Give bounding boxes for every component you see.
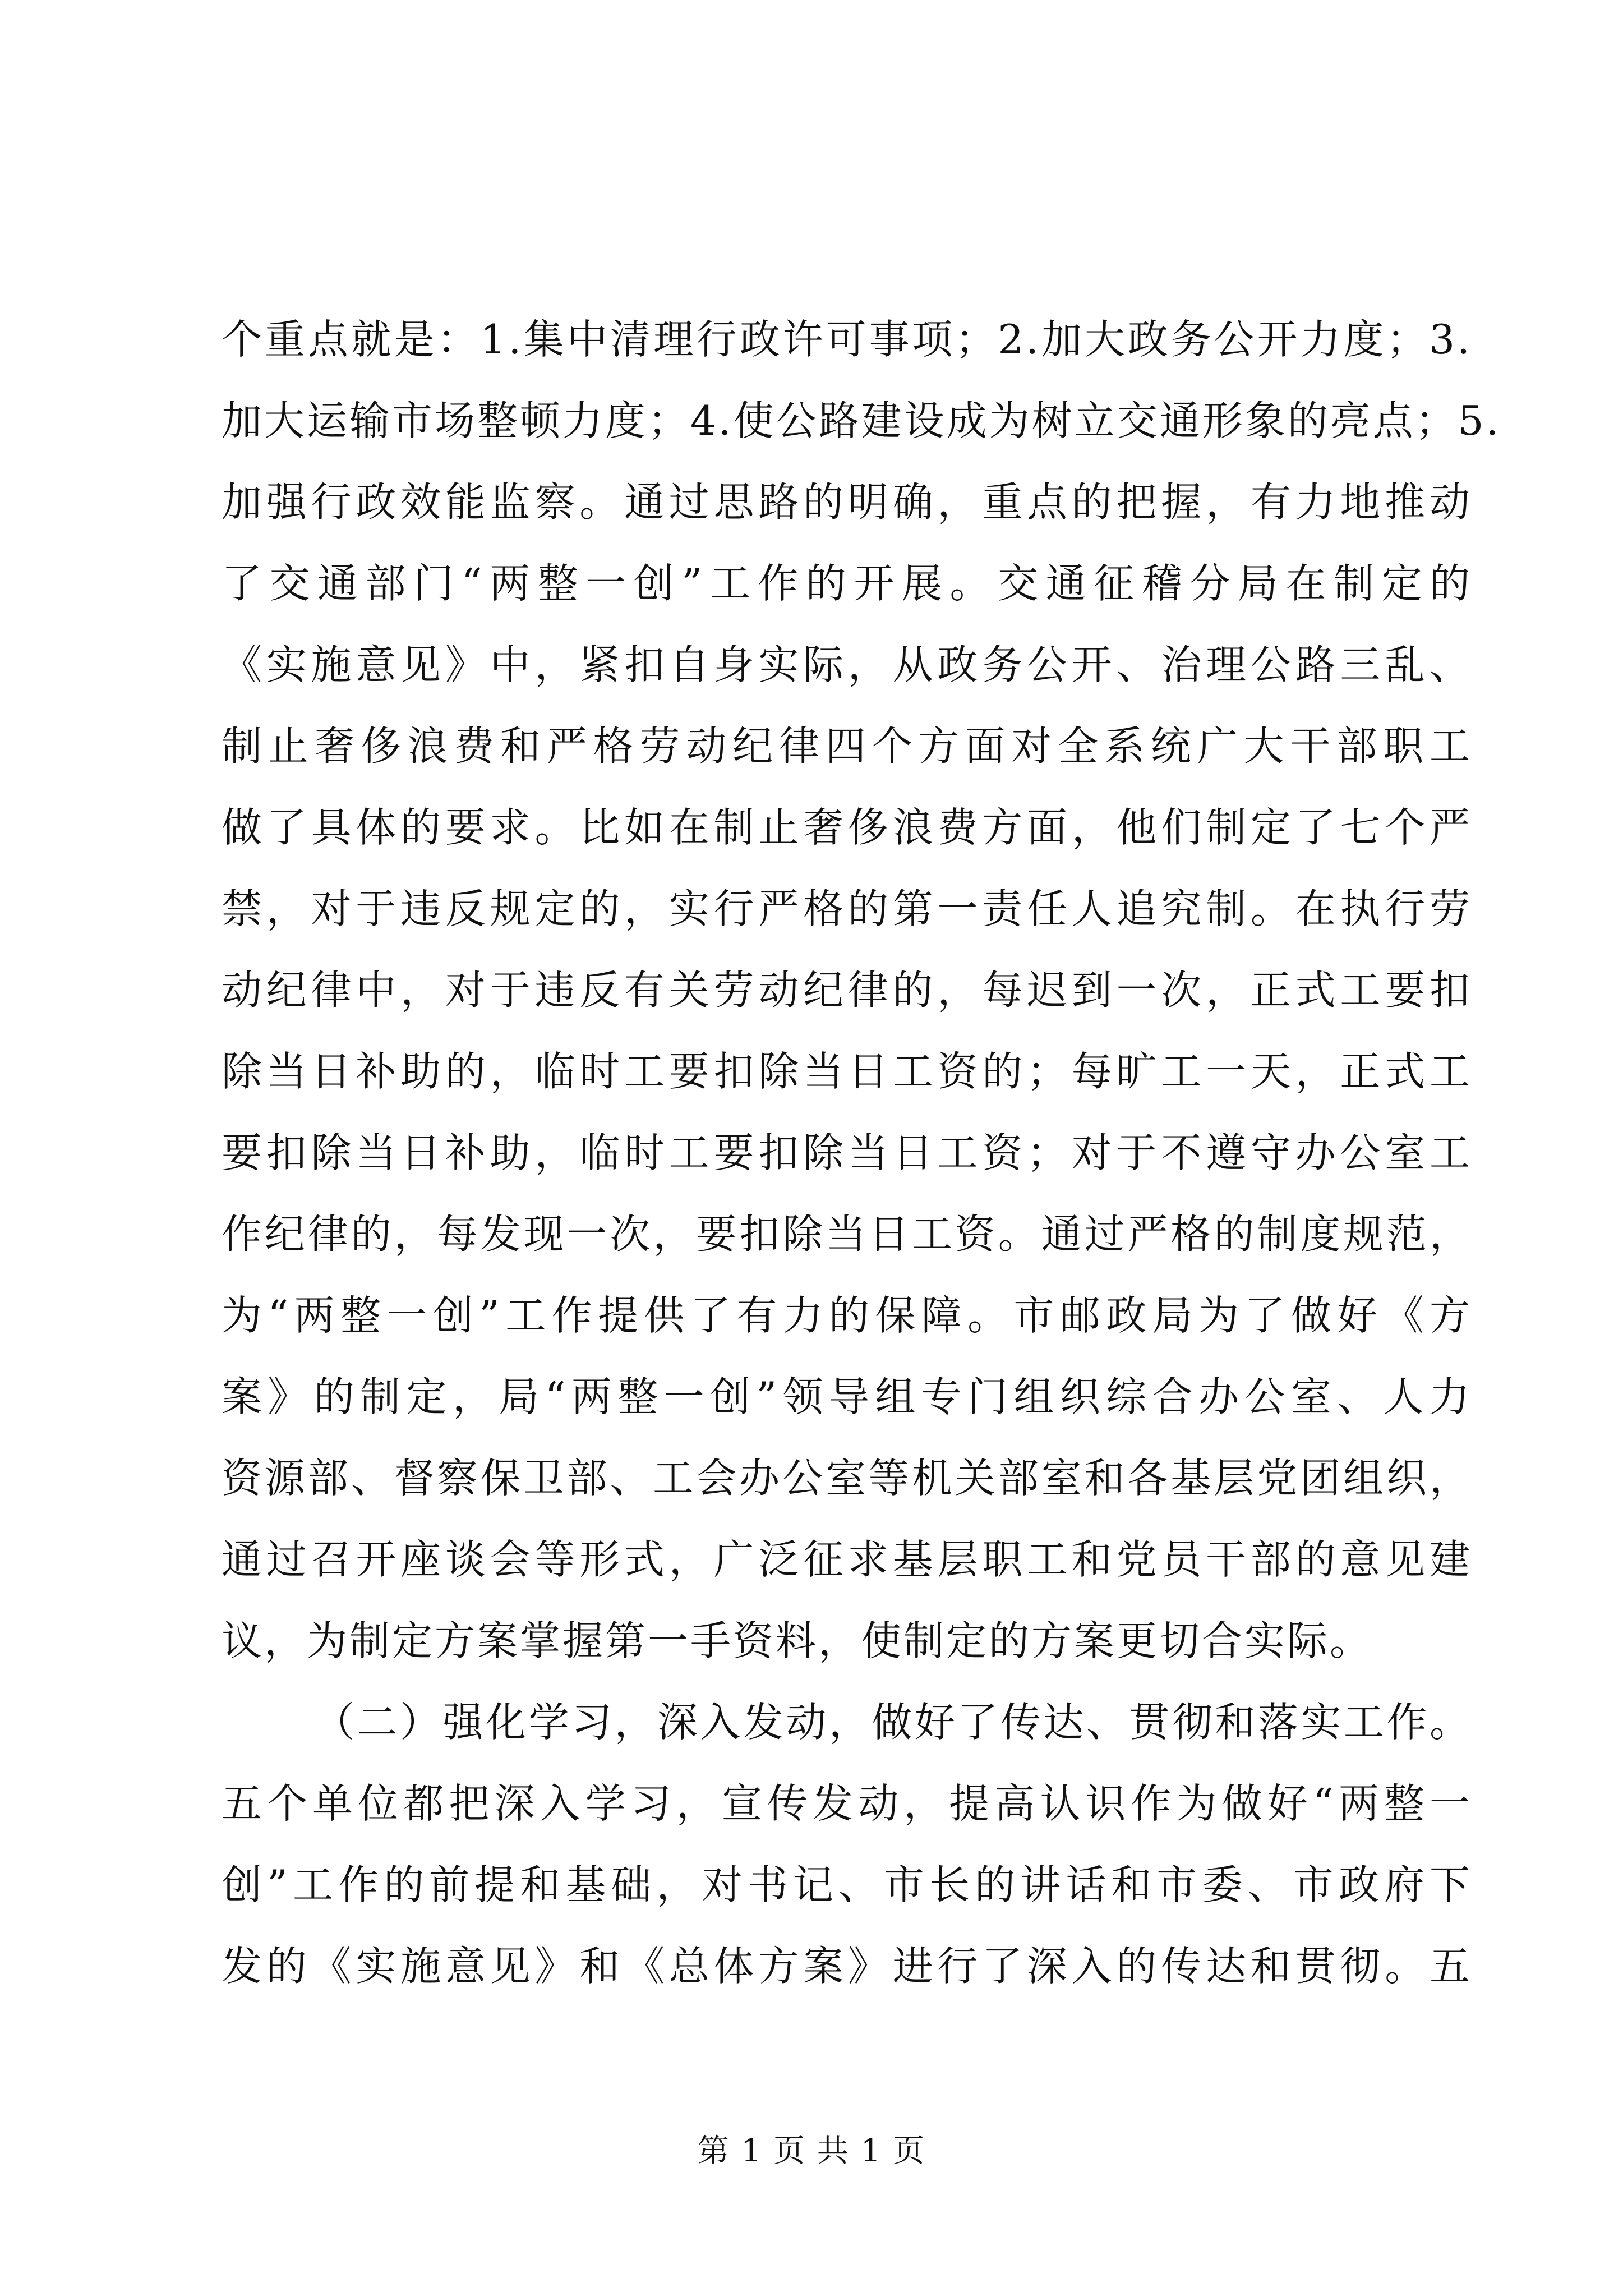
body-line: 制止奢侈浪费和严格劳动纪律四个方面对全系统广大干部职工 [222, 723, 1472, 770]
page-footer: 第 1 页 共 1 页 [697, 2133, 926, 2169]
body-line: 为“两整一创”工作提供了有力的保障。市邮政局为了做好《方 [222, 1292, 1472, 1339]
body-line: 创”工作的前提和基础，对书记、市长的讲话和市委、市政府下 [222, 1861, 1472, 1908]
body-line: 动纪律中，对于违反有关劳动纪律的，每迟到一次，正式工要扣 [222, 967, 1472, 1014]
body-line: 通过召开座谈会等形式，广泛征求基层职工和党员干部的意见建 [222, 1536, 1472, 1583]
body-line: 要扣除当日补助，临时工要扣除当日工资；对于不遵守办公室工 [222, 1129, 1472, 1176]
section-heading-line: （二）强化学习，深入发动，做好了传达、贯彻和落实工作。 [314, 1699, 1472, 1746]
body-line: 资源部、督察保卫部、工会办公室等机关部室和各基层党团组织， [222, 1455, 1472, 1502]
body-line: 除当日补助的，临时工要扣除当日工资的；每旷工一天，正式工 [222, 1048, 1472, 1095]
body-line: 五个单位都把深入学习，宣传发动，提高认识作为做好“两整一 [222, 1780, 1472, 1827]
body-line: 作纪律的，每发现一次，要扣除当日工资。通过严格的制度规范， [222, 1211, 1472, 1258]
body-line: 议，为制定方案掌握第一手资料，使制定的方案更切合实际。 [222, 1617, 1373, 1664]
body-line: 了交通部门“两整一创”工作的开展。交通征稽分局在制定的 [222, 560, 1472, 607]
body-line: 做了具体的要求。比如在制止奢侈浪费方面，他们制定了七个严 [222, 804, 1472, 851]
body-line: 加强行政效能监察。通过思路的明确，重点的把握，有力地推动 [222, 478, 1472, 526]
body-line: 个重点就是：1.集中清理行政许可事项；2.加大政务公开力度；3. [222, 316, 1472, 363]
body-line: 案》的制定，局“两整一创”领导组专门组织综合办公室、人力 [222, 1373, 1472, 1420]
body-line: 加大运输市场整顿力度；4.使公路建设成为树立交通形象的亮点；5. [222, 397, 1501, 444]
body-line: 《实施意见》中，紧扣自身实际，从政务公开、治理公路三乱、 [222, 641, 1472, 688]
body-line: 禁，对于违反规定的，实行严格的第一责任人追究制。在执行劳 [222, 885, 1472, 932]
body-line: 发的《实施意见》和《总体方案》进行了深入的传达和贯彻。五 [222, 1943, 1472, 1990]
